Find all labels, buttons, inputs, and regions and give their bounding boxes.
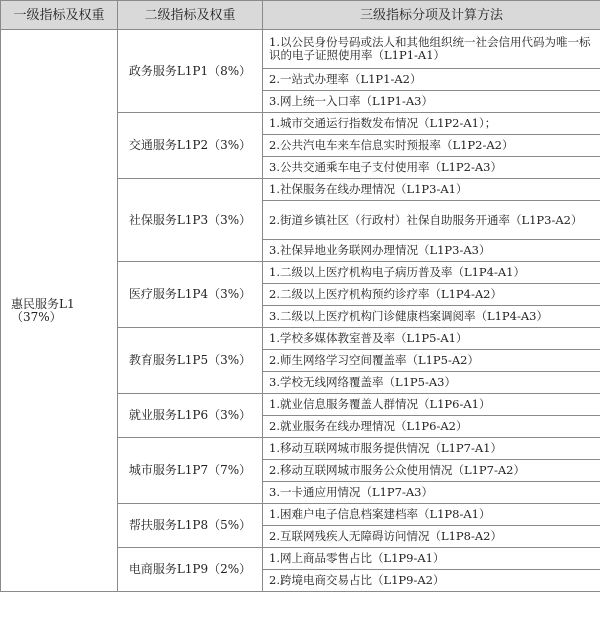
level3-item: 1.以公民身份号码或法人和其他组织统一社会信用代码为唯一标识的电子证照使用率（L1P1-A1） <box>263 30 600 69</box>
table-body <box>1 30 600 592</box>
header-row <box>1 1 600 30</box>
level3-item: 1.社保服务在线办理情况（L1P3-A1） <box>263 179 600 201</box>
level3-item: 3.社保异地业务联网办理情况（L1P3-A3） <box>263 240 600 262</box>
level3-item: 2.街道乡镇社区（行政村）社保自助服务开通率（L1P3-A2） <box>263 201 600 240</box>
level3-item: 1.网上商品零售占比（L1P9-A1） <box>263 548 600 570</box>
level2-indicator: 城市服务L1P7（7%） <box>118 438 263 504</box>
level3-item: 1.城市交通运行指数发布情况（L1P2-A1）； <box>263 113 600 135</box>
level3-item: 1.学校多媒体教室普及率（L1P5-A1） <box>263 328 600 350</box>
level3-item: 2.一站式办理率（L1P1-A2） <box>263 69 600 91</box>
level2-indicator: 电商服务L1P9（2%） <box>118 548 263 592</box>
level3-item: 3.一卡通应用情况（L1P7-A3） <box>263 482 600 504</box>
level3-item: 2.就业服务在线办理情况（L1P6-A2） <box>263 416 600 438</box>
level2-indicator: 教育服务L1P5（3%） <box>118 328 263 394</box>
table-row <box>1 30 600 69</box>
level2-indicator: 帮扶服务L1P8（5%） <box>118 504 263 548</box>
level2-indicator: 政务服务L1P1（8%） <box>118 30 263 113</box>
level1-indicator: 惠民服务L1（37%） <box>1 30 118 592</box>
level3-item: 1.移动互联网城市服务提供情况（L1P7-A1） <box>263 438 600 460</box>
header-level3: 三级指标分项及计算方法 <box>263 1 600 30</box>
level3-item: 2.二级以上医疗机构预约诊疗率（L1P4-A2） <box>263 284 600 306</box>
level3-item: 2.公共汽电车来车信息实时预报率（L1P2-A2） <box>263 135 600 157</box>
level3-item: 2.师生网络学习空间覆盖率（L1P5-A2） <box>263 350 600 372</box>
level3-item: 1.就业信息服务覆盖人群情况（L1P6-A1） <box>263 394 600 416</box>
level3-item: 1.困难户电子信息档案建档率（L1P8-A1） <box>263 504 600 526</box>
level2-indicator: 社保服务L1P3（3%） <box>118 179 263 262</box>
level3-item: 3.二级以上医疗机构门诊健康档案调阅率（L1P4-A3） <box>263 306 600 328</box>
level3-item: 2.跨境电商交易占比（L1P9-A2） <box>263 570 600 592</box>
level3-item: 3.学校无线网络覆盖率（L1P5-A3） <box>263 372 600 394</box>
level2-indicator: 就业服务L1P6（3%） <box>118 394 263 438</box>
header-level2: 二级指标及权重 <box>118 1 263 30</box>
level2-indicator: 交通服务L1P2（3%） <box>118 113 263 179</box>
level2-indicator: 医疗服务L1P4（3%） <box>118 262 263 328</box>
level3-item: 1.二级以上医疗机构电子病历普及率（L1P4-A1） <box>263 262 600 284</box>
header-level1: 一级指标及权重 <box>1 1 118 30</box>
level3-item: 2.互联网残疾人无障碍访问情况（L1P8-A2） <box>263 526 600 548</box>
level3-item: 3.网上统一入口率（L1P1-A3） <box>263 91 600 113</box>
level3-item: 3.公共交通乘车电子支付使用率（L1P2-A3） <box>263 157 600 179</box>
level3-item: 2.移动互联网城市服务公众使用情况（L1P7-A2） <box>263 460 600 482</box>
